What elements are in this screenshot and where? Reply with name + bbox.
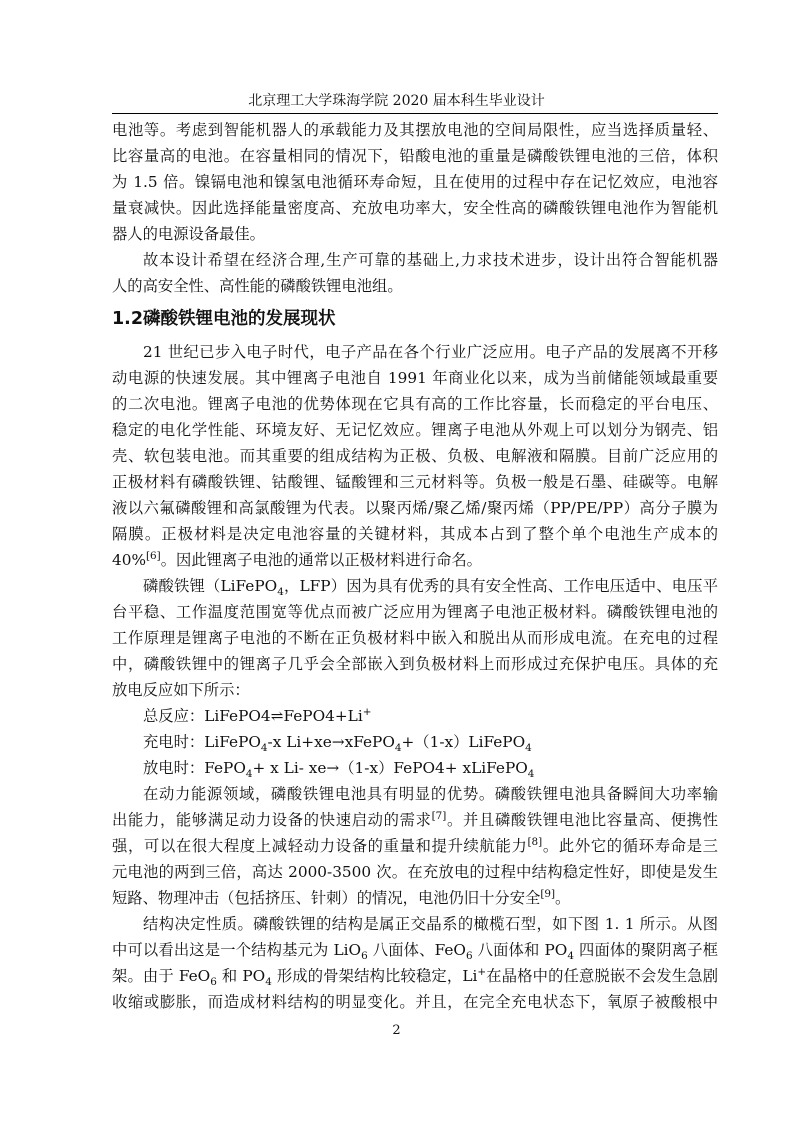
subscript: 4 bbox=[567, 950, 574, 963]
text-line: 比容量高的电池。在容量相同的情况下，铅酸电池的重量是磷酸铁锂电池的三倍，体积 bbox=[112, 147, 718, 165]
text-line: 器人的电源设备最佳。 bbox=[112, 225, 265, 243]
subscript: 6 bbox=[465, 950, 473, 963]
text-line: 收缩或膨胀，而造成材料结构的明显变化。并且，在完全充电状态下，氧原子被酸根中 bbox=[112, 993, 718, 1011]
superscript: + bbox=[362, 705, 372, 718]
text: 40% bbox=[112, 551, 146, 569]
text: 磷酸铁锂（LiFePO bbox=[143, 577, 278, 595]
text-line bbox=[112, 963, 718, 989]
text-line: 元电池的两到三倍，高达 2000-3500 次。在充放电的过程中结构稳定性好，即使是发生 bbox=[112, 863, 718, 881]
superscript: + bbox=[477, 965, 487, 978]
text: 强，可以在很大程度上减轻动力设备的重量和提升续航能力 bbox=[112, 837, 528, 855]
text: 在晶格中的任意脱嵌不会发生急剧 bbox=[486, 967, 718, 985]
text-line: 台平稳、工作温度范围宽等优点而被广泛应用为锂离子电池正极材料。磷酸铁锂电池的 bbox=[112, 603, 718, 621]
equation: + x Li- xe→（1-x）FePO4+ xLiFePO bbox=[252, 759, 528, 777]
page-body bbox=[112, 117, 718, 1015]
reaction-label: 充电时： bbox=[143, 733, 205, 751]
reaction-charge bbox=[112, 729, 718, 755]
text-line bbox=[112, 547, 718, 573]
text: 。因此锂离子电池的通常以正极材料进行命名。 bbox=[160, 551, 482, 569]
text-line: 结构决定性质。磷酸铁锂的结构是属正交晶系的橄榄石型，如下图 1. 1 所示。从图 bbox=[143, 915, 718, 933]
equation: LiFePO4⇌FePO4+Li bbox=[204, 707, 363, 725]
text-line: 稳定的电化学性能、环境友好、无记忆效应。锂离子电池从外观上可以划分为钢壳、铝 bbox=[112, 421, 718, 439]
text-line: 量衰减快。因此选择能量密度高、充放电功率大，安全性高的磷酸铁锂电池作为智能机 bbox=[112, 199, 718, 217]
equation: +（1-x）LiFePO bbox=[401, 733, 526, 751]
subscript: 4 bbox=[394, 742, 402, 755]
subscript: 6 bbox=[210, 976, 217, 989]
text: 中可以看出这是一个结构基元为 LiO bbox=[112, 941, 362, 959]
text: ，LFP）因为具有优秀的具有安全性高、工作电压适中、电压平 bbox=[283, 577, 718, 595]
text-line: 21 世纪已步入电子时代，电子产品在各个行业广泛应用。电子产品的发展离不开移 bbox=[143, 343, 718, 361]
text: 短路、物理冲击（包括挤压、针刺）的情况，电池仍旧十分安全 bbox=[112, 889, 541, 907]
subscript: 6 bbox=[361, 950, 368, 963]
text-line: 故本设计希望在经济合理,生产可靠的基础上,力求技术进步，设计出符合智能机器 bbox=[143, 251, 718, 269]
subscript: 4 bbox=[260, 742, 268, 755]
text: 八面体和 PO bbox=[472, 941, 568, 959]
citation: [7] bbox=[431, 809, 447, 822]
text-line: 动电源的快速发展。其中锂离子电池自 1991 年商业化以来，成为当前储能领域最重要 bbox=[112, 369, 718, 387]
text-line: 在动力能源领域，磷酸铁锂电池具有明显的优势。磷酸铁锂电池具备瞬间大功率输 bbox=[143, 785, 718, 803]
text-line: 中，磷酸铁锂中的锂离子几乎会全部嵌入到负极材料上而形成过充保护电压。具体的充 bbox=[112, 655, 718, 673]
text-line: 为 1.5 倍。镍镉电池和镍氢电池循环寿命短，且在使用的过程中存在记忆效应，电池容 bbox=[112, 173, 718, 191]
text: 出能力，能够满足动力设备的快速启动的需求 bbox=[112, 811, 432, 829]
text: 四面体的聚阴离子框 bbox=[573, 941, 718, 959]
text: 。此外它的循环寿命是三 bbox=[542, 837, 718, 855]
text-line: 人的高安全性、高性能的磷酸铁锂电池组。 bbox=[112, 277, 403, 295]
text-line bbox=[112, 833, 718, 859]
section-heading: 1.2磷酸铁锂电池的发展现状 bbox=[112, 309, 336, 329]
reaction-label: 放电时： bbox=[143, 759, 205, 777]
subscript: 4 bbox=[527, 768, 535, 781]
equation: FePO bbox=[204, 759, 246, 777]
text: 八面体、FeO bbox=[367, 941, 466, 959]
citation: [6] bbox=[146, 549, 161, 562]
text-line: 的二次电池。锂离子电池的优势体现在它具有高的工作比容量，长而稳定的平台电压、 bbox=[112, 395, 718, 413]
text-line: 正极材料有磷酸铁锂、钴酸锂、锰酸锂和三元材料等。负极一般是石墨、硅碳等。电解 bbox=[112, 473, 718, 491]
text-line: 壳、软包装电池。而其重要的组成结构为正极、负极、电解液和隔膜。目前广泛应用的 bbox=[112, 447, 718, 465]
subscript: 4 bbox=[265, 976, 272, 989]
subscript: 4 bbox=[277, 586, 284, 599]
header-rule bbox=[112, 113, 718, 114]
page-number: 2 bbox=[392, 1023, 401, 1038]
equation: -x Li+xe→xFePO bbox=[267, 733, 395, 751]
text-line: 隔膜。正极材料是决定电池容量的关键材料，其成本占到了整个单个电池生产成本的 bbox=[112, 525, 718, 543]
citation: [9] bbox=[540, 887, 556, 900]
text-line bbox=[112, 807, 718, 833]
text: 和 PO bbox=[216, 967, 266, 985]
page-header: 北京理工大学珠海学院 2020 届本科生毕业设计 bbox=[248, 93, 545, 109]
reaction-total bbox=[112, 703, 718, 729]
text: 。 bbox=[555, 889, 571, 907]
equation: LiFePO bbox=[204, 733, 261, 751]
text-line: 放电反应如下所示： bbox=[112, 681, 250, 699]
subscript: 4 bbox=[245, 768, 253, 781]
citation: [8] bbox=[527, 835, 543, 848]
subscript: 4 bbox=[525, 742, 532, 755]
reaction-discharge bbox=[112, 755, 718, 781]
reaction-label: 总反应： bbox=[143, 707, 205, 725]
text-line: 液以六氟磷酸锂和高氯酸锂为代表。以聚丙烯/聚乙烯/聚丙烯（PP/PE/PP）高分子膜为 bbox=[112, 499, 718, 517]
text-line bbox=[112, 573, 718, 599]
text-line: 工作原理是锂离子电池的不断在正负极材料中嵌入和脱出从而形成电流。在充电的过程 bbox=[112, 629, 718, 647]
text-line bbox=[112, 937, 718, 963]
text: 架。由于 FeO bbox=[112, 967, 211, 985]
text-line: 电池等。考虑到智能机器人的承载能力及其摆放电池的空间局限性，应当选择质量轻、 bbox=[112, 121, 718, 139]
text: 形成的骨架结构比较稳定，Li bbox=[271, 967, 478, 985]
text-line bbox=[112, 885, 718, 911]
text: 。并且磷酸铁锂电池比容量高、便携性 bbox=[446, 811, 718, 829]
